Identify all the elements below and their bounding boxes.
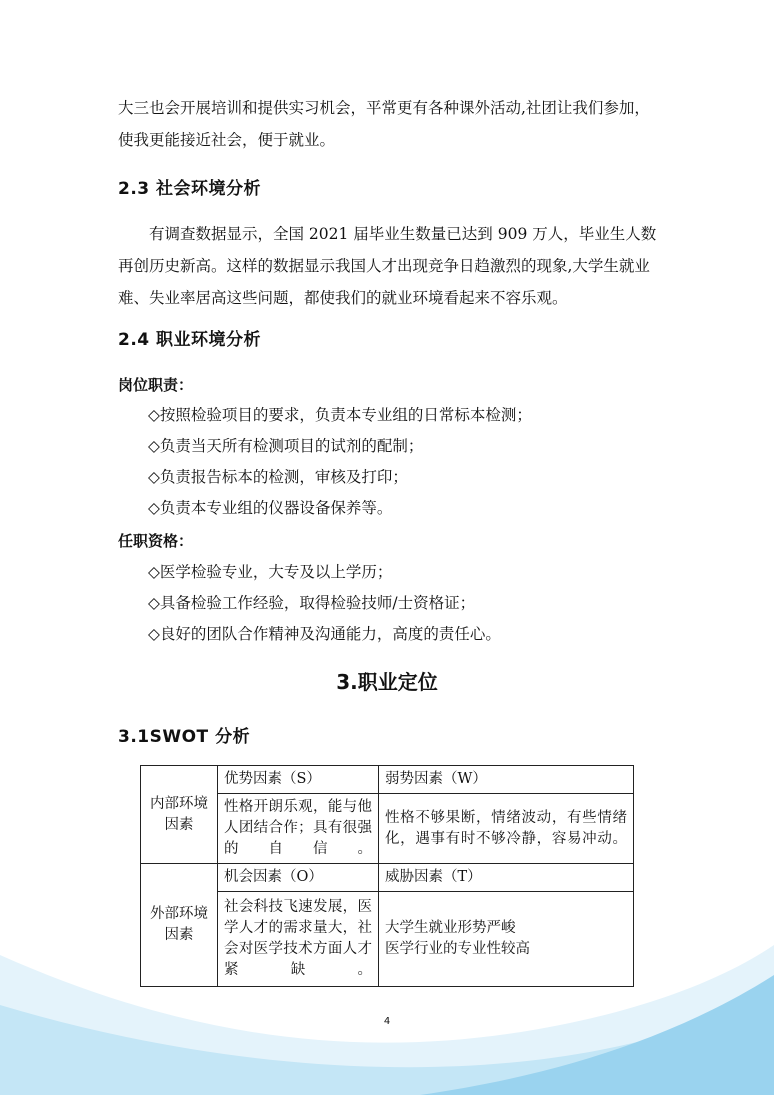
qualifications-label: 任职资格： [118, 532, 194, 550]
section-2-3-paragraph: 有调查数据显示，全国 2021 届毕业生数量已达到 909 万人，毕业生人数再创历史新高。这样的数据显示我国人才出现竞争日趋激烈的现象,大学生就业难、失业率居高这些问题，都使我们的就业环境看起来不容乐观。 [118, 225, 657, 307]
duty-item: ◇负责本专业组的仪器设备保养等。 [148, 499, 393, 517]
section-2-4-title: 2.4 职业环境分析 [118, 330, 262, 350]
threats-header: 威胁因素（T） [379, 864, 634, 892]
qualification-item: ◇医学检验专业，大专及以上学历； [148, 563, 393, 581]
strengths-cell: 性格开朗乐观，能与他人团结合作；具有很强的自信。 [218, 794, 379, 864]
threat-line: 大学生就业形势严峻 [385, 920, 516, 936]
swot-header-row-external [141, 864, 634, 892]
weaknesses-header: 弱势因素（W） [379, 766, 634, 794]
opportunities-cell: 社会科技飞速发展，医学人才的需求量大，社会对医学技术方面人才紧缺。 [218, 892, 379, 987]
section-2-3-title: 2.3 社会环境分析 [118, 179, 262, 199]
threats-cell [379, 892, 634, 987]
strengths-header: 优势因素（S） [218, 766, 379, 794]
intro-paragraph: 大三也会开展培训和提供实习机会，平常更有各种课外活动,社团让我们参加，使我更能接近社会，便于就业。 [118, 99, 650, 149]
weaknesses-cell: 性格不够果断，情绪波动，有些情绪化，遇事有时不够冷静，容易冲动。 [379, 794, 634, 864]
qualification-item: ◇良好的团队合作精神及沟通能力，高度的责任心。 [148, 625, 501, 643]
internal-environment-label: 内部环境因素 [141, 766, 218, 864]
qualification-item: ◇具备检验工作经验，取得检验技师/士资格证； [148, 594, 476, 612]
duty-item: ◇负责当天所有检测项目的试剂的配制； [148, 437, 424, 455]
duties-label: 岗位职责： [118, 376, 194, 394]
duty-item: ◇按照检验项目的要求，负责本专业组的日常标本检测； [148, 406, 532, 424]
section-3-title: 3.职业定位 [336, 670, 438, 694]
swot-header-row-internal [141, 766, 634, 794]
section-3-1-title: 3.1SWOT 分析 [118, 727, 251, 747]
page-number: 4 [383, 1016, 391, 1027]
opportunities-header: 机会因素（O） [218, 864, 379, 892]
swot-table [140, 765, 634, 987]
duty-item: ◇负责报告标本的检测，审核及打印； [148, 468, 408, 486]
external-environment-label: 外部环境因素 [141, 864, 218, 987]
threat-line: 医学行业的专业性较高 [385, 941, 530, 957]
